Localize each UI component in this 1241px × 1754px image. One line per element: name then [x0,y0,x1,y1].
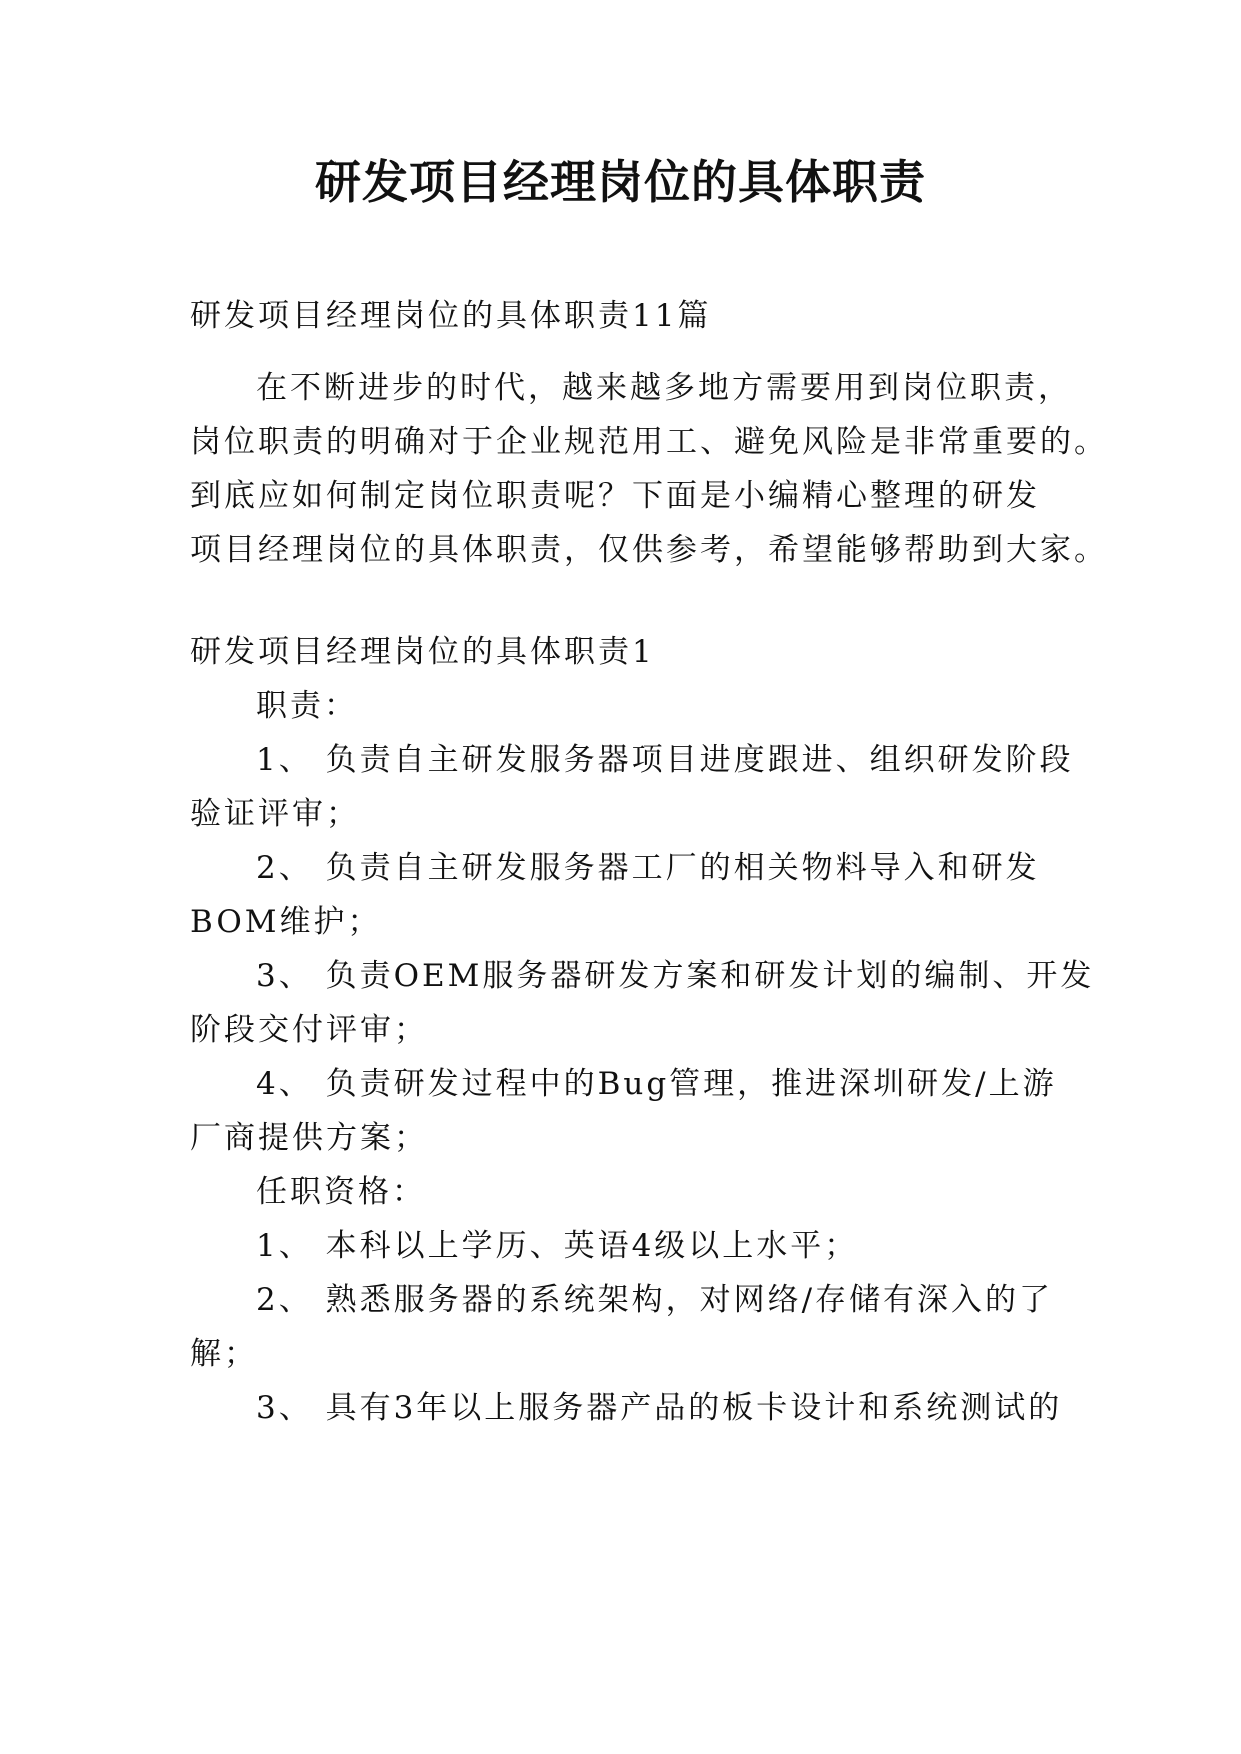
intro-line: 项目经理岗位的具体职责，仅供参考，希望能够帮助到大家。 [190,532,1108,568]
intro-line: 岗位职责的明确对于企业规范用工、避免风险是非常重要的。 [190,424,1108,460]
document-title: 研发项目经理岗位的具体职责 [315,155,926,209]
duty-item: 3、 负责OEM服务器研发方案和研发计划的编制、开发 [256,958,1095,994]
intro-line: 到底应如何制定岗位职责呢？下面是小编精心整理的研发 [190,478,1040,514]
duty-item: 1、 负责自主研发服务器项目进度跟进、组织研发阶段 [256,742,1074,778]
duty-item: 4、 负责研发过程中的Bug管理，推进深圳研发/上游 [256,1066,1057,1102]
qualification-item: 3、 具有3年以上服务器产品的板卡设计和系统测试的 [256,1390,1063,1426]
duty-item: 2、 负责自主研发服务器工厂的相关物料导入和研发 [256,850,1040,886]
duties-label: 职责： [256,688,358,724]
document-subtitle: 研发项目经理岗位的具体职责11篇 [190,298,712,334]
duty-item-continuation: 厂商提供方案； [190,1120,428,1156]
qualification-item: 1、 本科以上学历、英语4级以上水平； [256,1228,859,1264]
duty-item-continuation: 验证评审； [190,796,360,832]
duty-item-continuation: BOM维护； [190,904,382,940]
intro-line: 在不断进步的时代，越来越多地方需要用到岗位职责， [256,370,1072,406]
section-heading: 研发项目经理岗位的具体职责1 [190,634,655,670]
qualification-item-continuation: 解； [190,1336,258,1372]
qualifications-label: 任职资格： [256,1174,426,1210]
qualification-item: 2、 熟悉服务器的系统架构，对网络/存储有深入的了 [256,1282,1054,1318]
duty-item-continuation: 阶段交付评审； [190,1012,428,1048]
